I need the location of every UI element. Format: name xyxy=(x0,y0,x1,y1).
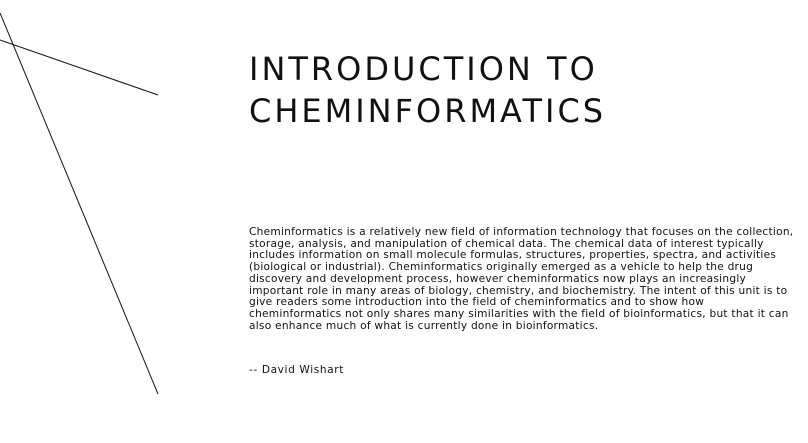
page-title-line-2: CHEMINFORMATICS xyxy=(249,92,607,130)
decorative-lines xyxy=(0,0,200,443)
decorative-line-long xyxy=(0,13,158,394)
page-title-line-1: INTRODUCTION TO xyxy=(249,50,598,88)
quote-attribution: -- David Wishart xyxy=(249,364,344,376)
page-title xyxy=(249,48,606,132)
decorative-line-short xyxy=(0,40,158,95)
intro-paragraph: Cheminformatics is a relatively new field of information technology that focuses on the collection, storage, analysis, and manipulation of chemical data. The chemical data of interest typically includes information on small molecule formulas, structures, properties, spectra, and activities (biological or industrial). Cheminformatics originally emerged as a vehicle to help the drug discovery and development process, however cheminformatics now plays an increasingly important role in many areas of biology, chemistry, and biochemistry. The intent of this unit is to give readers some introduction into the field of cheminformatics and to show how cheminformatics not only shares many similarities with the field of bioinformatics, but that it can also enhance much of what is currently done in bioinformatics. xyxy=(249,226,794,332)
